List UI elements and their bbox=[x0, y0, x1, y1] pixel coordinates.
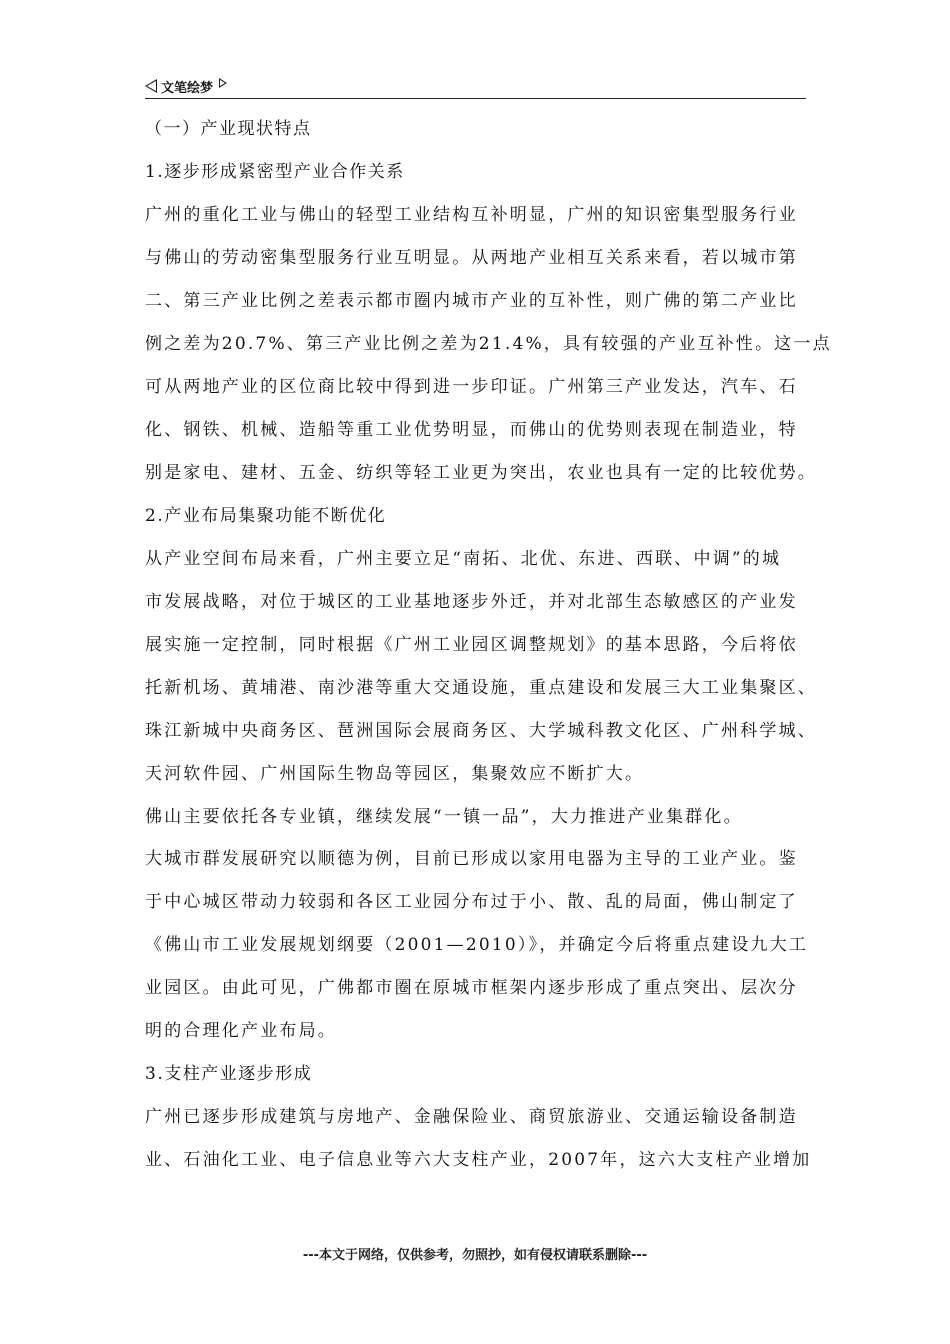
text-line: 于中心城区带动力较弱和各区工业园分布过于小、散、乱的局面，佛山制定了 bbox=[145, 892, 798, 912]
text-line: 珠江新城中央商务区、琶洲国际会展商务区、大学城科教文化区、广州科学城、 bbox=[145, 721, 817, 741]
triangle-right-icon bbox=[219, 78, 227, 88]
header-title: 文笔绘梦 bbox=[161, 80, 214, 96]
text-line: 广州已逐步形成建筑与房地产、金融保险业、商贸旅游业、交通运输设备制造 bbox=[145, 1107, 798, 1127]
text-line: 托新机场、黄埔港、南沙港等重大交通设施，重点建设和发展三大工业集聚区、 bbox=[145, 678, 817, 698]
text-line: 与佛山的劳动密集型服务行业互明显。从两地产业相互关系来看，若以城市第 bbox=[145, 248, 798, 268]
section-heading: 1.逐步形成紧密型产业合作关系 bbox=[145, 162, 405, 182]
triangle-left-icon bbox=[145, 79, 157, 93]
text-line: 从产业空间布局来看，广州主要立足“南拓、北优、东进、西联、中调”的城 bbox=[145, 549, 782, 569]
text-line: 展实施一定控制，同时根据《广州工业园区调整规划》的基本思路，今后将依 bbox=[145, 635, 798, 655]
text-line: 别是家电、建材、五金、纺织等轻工业更为突出，农业也具有一定的比较优势。 bbox=[145, 463, 817, 483]
text-line: 广州的重化工业与佛山的轻型工业结构互补明显，广州的知识密集型服务行业 bbox=[145, 205, 798, 225]
text-line: 《佛山市工业发展规划纲要（2001—2010）》，并确定今后将重点建设九大工 bbox=[145, 935, 809, 955]
text-line: 二、第三产业比例之差表示都市圈内城市产业的互补性，则广佛的第二产业比 bbox=[145, 291, 798, 311]
text-line: 天河软件园、广州国际生物岛等园区，集聚效应不断扩大。 bbox=[145, 764, 645, 784]
footer-disclaimer: ---本文于网络，仅供参考，勿照抄，如有侵权请联系删除--- bbox=[302, 1248, 648, 1263]
text-line: 大城市群发展研究以顺德为例，目前已形成以家用电器为主导的工业产业。鉴 bbox=[145, 849, 798, 869]
text-line: 例之差为20.7%、第三产业比例之差为21.4%，具有较强的产业互补性。这一点 bbox=[145, 334, 832, 354]
section-heading: 3.支柱产业逐步形成 bbox=[145, 1064, 313, 1084]
text-line: 业、石油化工业、电子信息业等六大支柱产业，2007年，这六大支柱产业增加 bbox=[145, 1150, 812, 1170]
page-header bbox=[145, 74, 806, 99]
section-heading: 2.产业布局集聚功能不断优化 bbox=[145, 506, 387, 526]
text-line: 化、钢铁、机械、造船等重工业优势明显，而佛山的优势则表现在制造业，特 bbox=[145, 420, 798, 440]
text-line: 佛山主要依托各专业镇，继续发展“一镇一品”，大力推进产业集群化。 bbox=[145, 807, 743, 827]
text-line: 明的合理化产业布局。 bbox=[145, 1021, 337, 1041]
text-line: 可从两地产业的区位商比较中得到进一步印证。广州第三产业发达，汽车、石 bbox=[145, 377, 798, 397]
text-line: 业园区。由此可见，广佛都市圈在原城市框架内逐步形成了重点突出、层次分 bbox=[145, 978, 798, 998]
text-line: 市发展战略，对位于城区的工业基地逐步外迁，并对北部生态敏感区的产业发 bbox=[145, 592, 798, 612]
document-body bbox=[145, 108, 832, 1182]
section-heading: （一）产业现状特点 bbox=[145, 119, 312, 139]
